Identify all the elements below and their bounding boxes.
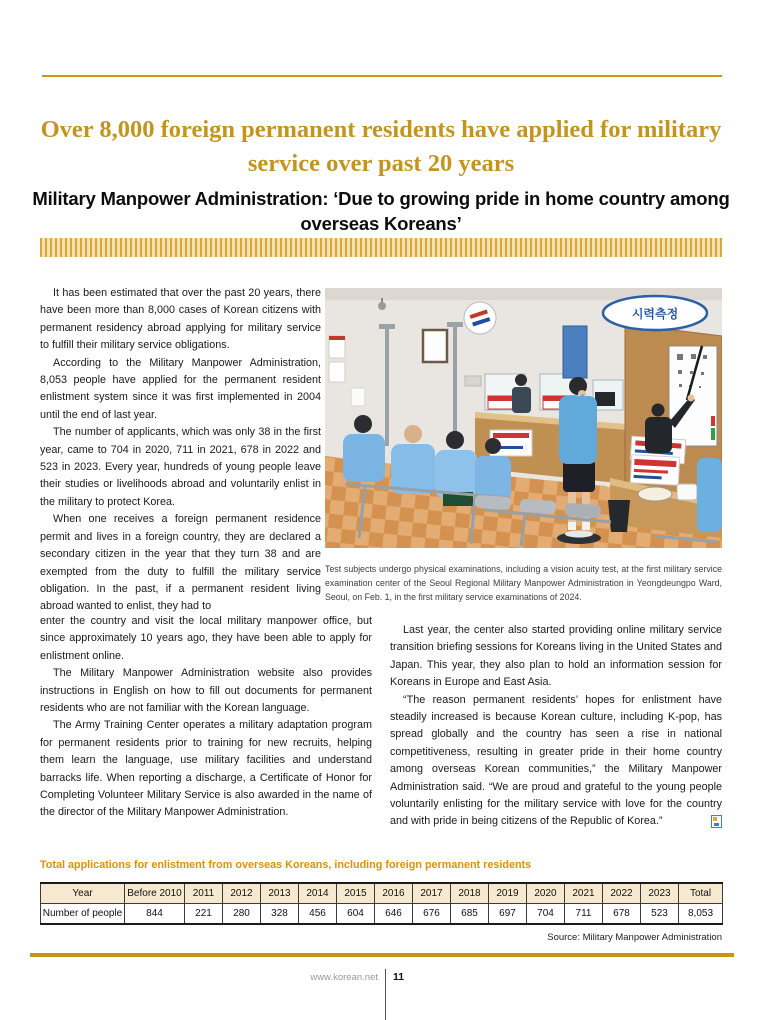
table-cell: 697 <box>489 904 527 925</box>
article-paragraph: According to the Military Manpower Administration, 8,053 people have applied for the permanent resident enlistment system since it was first implemented in 2004 until the end of last year. <box>40 356 321 421</box>
article-paragraph: When one receives a foreign permanent residence permit and lives in a foreign country, they are declared a secondary citizen in the year that they turn 38 and are exempted from the duty to fulfill the military service obligation. In the past, if a permanent resident living abroad wanted to enlist, they had to <box>40 513 321 613</box>
photo-examination-center <box>325 288 722 548</box>
article-column-narrow <box>40 285 321 616</box>
top-gold-rule <box>42 75 722 77</box>
table-header-cell: 2019 <box>489 883 527 904</box>
table-cell: 678 <box>603 904 641 925</box>
article-paragraph: “The reason permanent residents’ hopes for enlistment have steadily increased is because Korean culture, including K-pop, has spread globally and the country has seen a rise in national competitiveness, resulting in greater pride in their home country among overseas Korean communities,” the Military Manpower Administration said. “We are proud and grateful to the young people voluntarily enlisting for the military service with love for the country and with pride in being citizens of the Republic of Korea.” <box>390 693 722 828</box>
table-cell: 328 <box>261 904 299 925</box>
table-header-cell: 2020 <box>527 883 565 904</box>
table-header-cell: 2014 <box>299 883 337 904</box>
table-cell: 844 <box>125 904 185 925</box>
monitor <box>595 392 615 406</box>
article-column-left <box>40 613 372 822</box>
vision-test-sign <box>603 296 707 330</box>
table-cell: 456 <box>299 904 337 925</box>
table-cell: 280 <box>223 904 261 925</box>
wall-poster-blue <box>563 326 587 378</box>
article-paragraph: The Army Training Center operates a military adaptation program for permanent residents prior to training for new recruits, helping them learn the language, use military facilities and understand barracks life. When reporting a discharge, a Certificate of Honor for Completing Volunteer Military Service is also awarded in the name of the director of the Military Manpower Administration. <box>40 719 372 819</box>
koreannet-endmark-icon <box>711 815 722 828</box>
svg-text:시력측정: 시력측정 <box>631 307 679 321</box>
partial-figure <box>697 458 722 532</box>
article-paragraph: The number of applicants, which was only 38 in the first year, came to 704 in 2020, 711 in 2021, 678 in 2022 and 523 in 2023. Every year, hundreds of young people leave their studies or livelihoods abroad and voluntarily enlist in the military to protect Korea. <box>40 426 321 508</box>
table-header-cell: Total <box>679 883 723 904</box>
wall-box <box>465 376 481 386</box>
round-sign <box>464 302 496 334</box>
table-header-cell: 2011 <box>185 883 223 904</box>
table-cell: 704 <box>527 904 565 925</box>
table-row-label: Number of people <box>41 904 125 925</box>
table-header-cell: 2017 <box>413 883 451 904</box>
table-header-row <box>41 883 723 904</box>
table-header-cell: 2021 <box>565 883 603 904</box>
table-cell: 604 <box>337 904 375 925</box>
page-subtitle: Military Manpower Administration: ‘Due to growing pride in home country among overseas Koreans’ <box>32 188 730 235</box>
table-header-cell: 2012 <box>223 883 261 904</box>
footer-site-url: www.korean.net <box>310 972 378 983</box>
footer-page-number: 11 <box>393 971 405 983</box>
bucket <box>608 500 630 532</box>
article-paragraph: Last year, the center also started providing online military service transition briefing sessions for Koreans living in the United States and Japan. This year, they also plan to hold an information session for Koreans in Europe and East Asia. <box>390 624 722 689</box>
article-paragraph: The Military Manpower Administration website also provides instructions in English on how to fill out documents for permanent residents who are not familiar with the Korean language. <box>40 667 372 715</box>
page-title: Over 8,000 foreign permanent residents have applied for military service over past 20 years <box>40 116 722 178</box>
table-header-cell: Year <box>41 883 125 904</box>
table-header-cell: Before 2010 <box>125 883 185 904</box>
decorative-stripe-bar <box>40 238 722 257</box>
table-cell: 221 <box>185 904 223 925</box>
counter-sign <box>630 455 679 485</box>
wall-frame <box>423 330 447 362</box>
table-cell: 523 <box>641 904 679 925</box>
table-cell: 685 <box>451 904 489 925</box>
table-header-cell: 2018 <box>451 883 489 904</box>
bottom-gold-rule <box>30 953 734 957</box>
article-paragraph: enter the country and visit the local military manpower office, but since approximately 10 years ago, they have been able to apply for enlistment online. <box>40 615 372 662</box>
applications-table <box>40 882 723 925</box>
table-cell: 676 <box>413 904 451 925</box>
table-title: Total applications for enlistment from overseas Koreans, including foreign permanent residents <box>40 859 532 871</box>
table-header-cell: 2022 <box>603 883 641 904</box>
table-source: Source: Military Manpower Administration <box>547 932 722 943</box>
table-header-cell: 2023 <box>641 883 679 904</box>
photo-illustration <box>325 288 722 548</box>
table-cell: 711 <box>565 904 603 925</box>
table-row <box>41 904 723 925</box>
table-header-cell: 2016 <box>375 883 413 904</box>
table-cell: 646 <box>375 904 413 925</box>
article-column-right <box>390 622 722 849</box>
table-header-cell: 2015 <box>337 883 375 904</box>
photo-caption: Test subjects undergo physical examinations, including a vision acuity test, at the first military service examination center of the Seoul Regional Military Manpower Administration in Yeongdeungpo Ward, Seoul, on Feb. 1, in the first military service examinations of 2024. <box>325 563 722 603</box>
table-cell: 8,053 <box>679 904 723 925</box>
article-paragraph: It has been estimated that over the past 20 years, there have been more than 8,000 cases of Korean citizens with permanent residency abroad applying for military service to fulfill their military service obligations. <box>40 287 321 352</box>
table-header-cell: 2013 <box>261 883 299 904</box>
footer-divider <box>385 969 386 1020</box>
